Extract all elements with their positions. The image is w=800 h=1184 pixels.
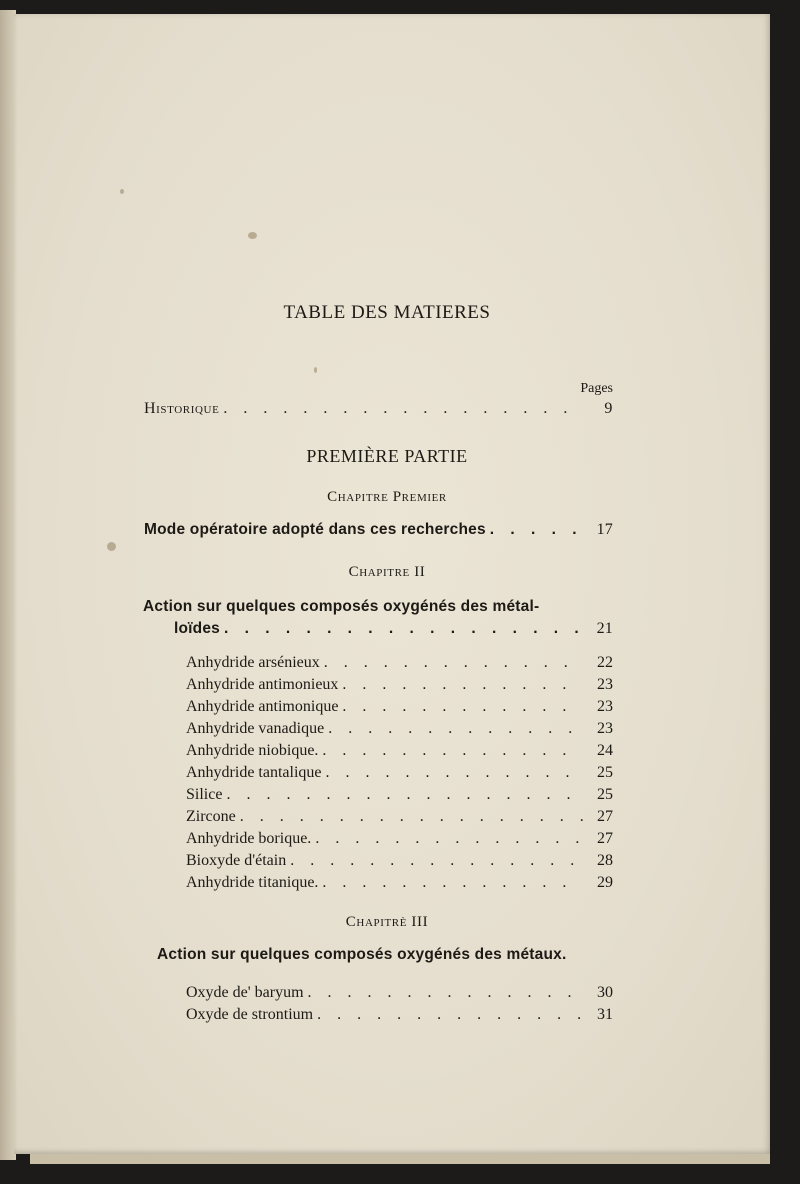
toc-entry-page: 28 — [597, 852, 613, 869]
toc-entry — [186, 872, 613, 893]
toc-entry-label: Anhydride arsénieux — [186, 654, 320, 671]
toc-entry-page: 25 — [597, 764, 613, 781]
dot-leader — [322, 762, 583, 783]
toc-entry — [186, 674, 613, 695]
toc-entry — [186, 762, 613, 783]
toc-entry-page: 21 — [596, 620, 613, 637]
toc-entry — [186, 806, 613, 827]
toc-entry-page: 9 — [604, 400, 613, 417]
toc-entry — [186, 828, 613, 849]
toc-entry-page: 25 — [597, 786, 613, 803]
dot-leader — [304, 982, 583, 1003]
toc-entry-label: Silice — [186, 786, 223, 803]
toc-entry-page: 22 — [597, 654, 613, 671]
toc-entry-page: 27 — [597, 808, 613, 825]
toc-entry — [186, 696, 613, 717]
dot-leader — [338, 696, 583, 717]
toc-entry — [186, 982, 613, 1003]
dot-leader — [318, 872, 583, 893]
toc-entry-label: loïdes — [174, 620, 220, 637]
toc-entry-label: Anhydride titanique. — [186, 874, 319, 891]
chapter2-title-entry — [174, 618, 613, 639]
toc-entry-page: 27 — [597, 830, 613, 847]
toc-entry-label: Anhydride tantalique — [186, 764, 322, 781]
dot-leader — [324, 718, 583, 739]
chapter3-title: Action sur quelques composés oxygénés des métaux. — [157, 946, 567, 963]
toc-entry-label: Historique — [144, 400, 220, 417]
toc-entry-label: Anhydride borique. — [186, 830, 312, 847]
toc-entry — [186, 740, 613, 761]
dot-leader — [313, 1004, 583, 1025]
dot-leader — [220, 618, 583, 639]
dot-leader — [311, 828, 583, 849]
toc-entry-page: 23 — [597, 676, 613, 693]
toc-entry-label: Anhydride niobique. — [186, 742, 319, 759]
dot-leader — [320, 652, 583, 673]
toc-entry-page: 29 — [597, 874, 613, 891]
dot-leader — [222, 784, 583, 805]
toc-entry-historique — [144, 398, 613, 419]
page-title: TABLE DES MATIERES — [283, 302, 491, 323]
paper-spot — [107, 542, 116, 551]
toc-entry-label: Bioxyde d'étain — [186, 852, 287, 869]
toc-entry-label: Anhydride antimonieux — [186, 676, 339, 693]
chapter3-heading: Chapitrè III — [345, 914, 429, 930]
dot-leader — [338, 674, 583, 695]
toc-entry — [186, 652, 613, 673]
chapter1-heading: Chapitre Premier — [327, 489, 447, 505]
dot-leader — [318, 740, 583, 761]
paper-spot — [314, 367, 317, 373]
paper-spot — [248, 232, 257, 239]
toc-entry-page: 23 — [597, 720, 613, 737]
dot-leader — [236, 806, 583, 827]
toc-entry-label: Mode opératoire adopté dans ces recherches — [144, 521, 486, 538]
toc-entry — [186, 1004, 613, 1025]
toc-entry-page: 23 — [597, 698, 613, 715]
dot-leader — [286, 850, 583, 871]
toc-entry-label: Oxyde de' baryum — [186, 984, 304, 1001]
paper-spot — [120, 189, 124, 194]
toc-entry-label: Oxyde de strontium — [186, 1006, 314, 1023]
dot-leader — [219, 398, 583, 419]
toc-entry-label: Anhydride antimonique — [186, 698, 339, 715]
chapter1-title-entry — [144, 519, 613, 540]
toc-entry-label: Anhydride vanadique — [186, 720, 325, 737]
toc-entry-page: 31 — [597, 1006, 613, 1023]
toc-entry — [186, 784, 613, 805]
chapter2-heading: Chapitre II — [348, 564, 426, 580]
toc-entry-page: 30 — [597, 984, 613, 1001]
book-page — [14, 14, 770, 1154]
toc-entry-label: Zircone — [186, 808, 236, 825]
toc-entry — [186, 718, 613, 739]
toc-entry — [186, 850, 613, 871]
part-heading: PREMIÈRE PARTIE — [306, 446, 468, 466]
pages-column-label: Pages — [580, 381, 613, 396]
toc-entry-page: 17 — [596, 521, 613, 538]
dot-leader — [486, 519, 583, 540]
toc-entry-page: 24 — [597, 742, 613, 759]
chapter2-title-line1: Action sur quelques composés oxygénés des métal- — [143, 598, 540, 615]
